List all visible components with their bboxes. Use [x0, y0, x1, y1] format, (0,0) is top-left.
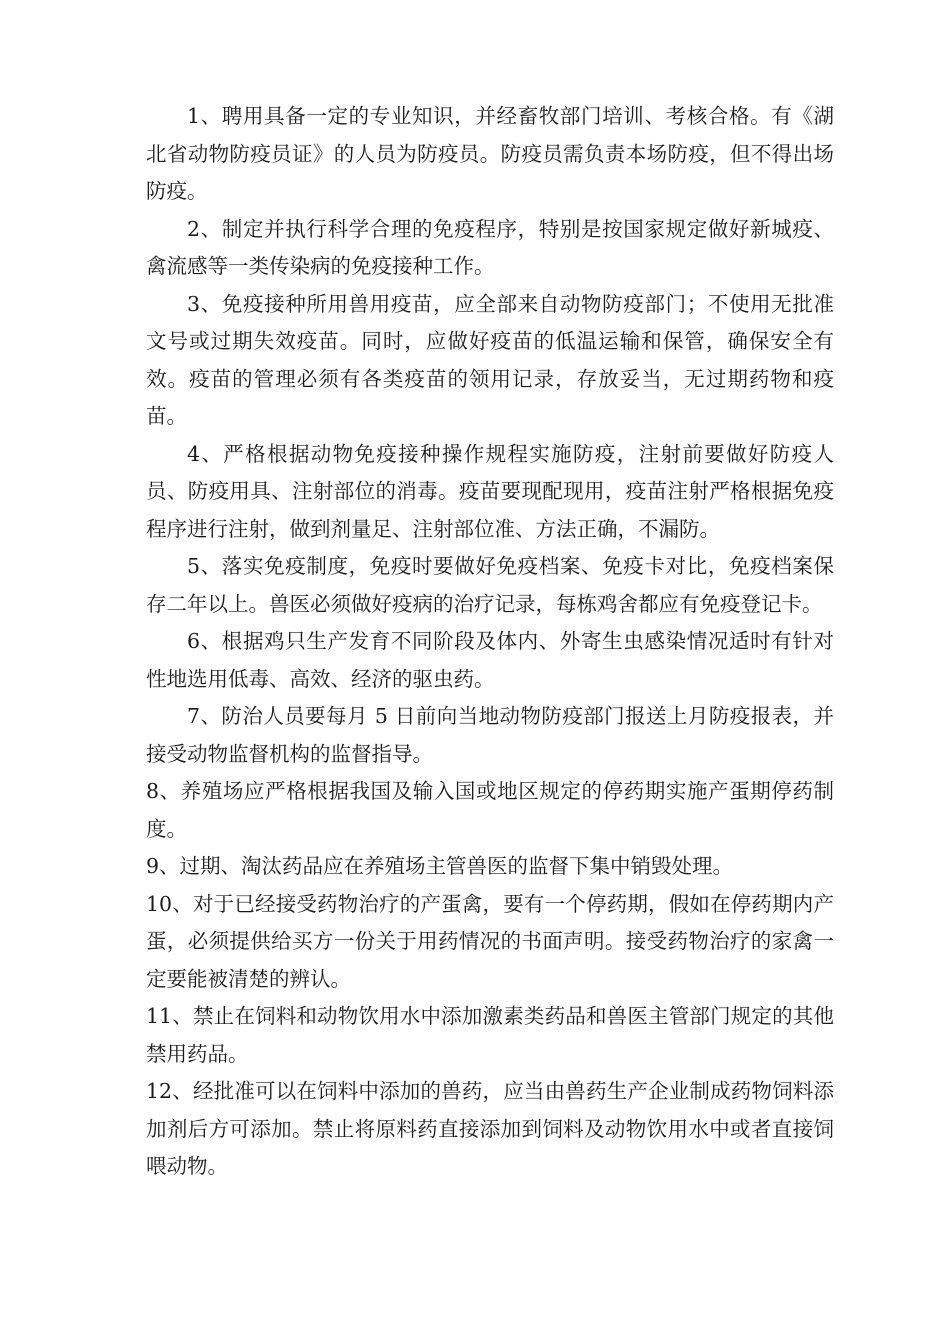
paragraph-8: 8、养殖场应严格根据我国及输入国或地区规定的停药期实施产蛋期停药制度。 [146, 779, 834, 841]
paragraph-5: 5、落实免疫制度，免疫时要做好免疫档案、免疫卡对比，免疫档案保存二年以上。兽医必须做好疫病的治疗记录，每栋鸡舍都应有免疫登记卡。 [146, 554, 834, 616]
paragraph-12: 12、经批准可以在饲料中添加的兽药，应当由兽药生产企业制成药物饲料添加剂后方可添加。禁止将原料药直接添加到饲料及动物饮用水中或者直接饲喂动物。 [146, 1079, 834, 1178]
paragraph-6: 6、根据鸡只生产发育不同阶段及体内、外寄生虫感染情况适时有针对性地选用低毒、高效、经济的驱虫药。 [146, 629, 834, 691]
paragraph-9: 9、过期、淘汰药品应在养殖场主管兽医的监督下集中销毁处理。 [146, 854, 734, 878]
paragraph-2: 2、制定并执行科学合理的免疫程序，特别是按国家规定做好新城疫、禽流感等一类传染病的免疫接种工作。 [146, 216, 834, 278]
paragraph-3: 3、免疫接种所用兽用疫苗，应全部来自动物防疫部门；不使用无批准文号或过期失效疫苗。同时，应做好疫苗的低温运输和保管，确保安全有效。疫苗的管理必须有各类疫苗的领用记录，存放妥当，无过期药物和疫苗。 [146, 291, 834, 428]
paragraph-1: 1、聘用具备一定的专业知识，并经畜牧部门培训、考核合格。有《湖北省动物防疫员证》的人员为防疫员。防疫员需负责本场防疫，但不得出场防疫。 [146, 104, 834, 203]
paragraph-7: 7、防治人员要每月 5 日前向当地动物防疫部门报送上月防疫报表，并接受动物监督机构的监督指导。 [146, 704, 834, 766]
paragraph-4: 4、严格根据动物免疫接种操作规程实施防疫，注射前要做好防疫人员、防疫用具、注射部位的消毒。疫苗要现配现用，疫苗注射严格根据免疫程序进行注射，做到剂量足、注射部位准、方法正确，不漏防。 [146, 441, 834, 541]
paragraph-11: 11、禁止在饲料和动物饮用水中添加激素类药品和兽医主管部门规定的其他禁用药品。 [146, 1004, 834, 1066]
document-body [146, 98, 834, 1186]
paragraph-10: 10、对于已经接受药物治疗的产蛋禽，要有一个停药期，假如在停药期内产蛋，必须提供给买方一份关于用药情况的书面声明。接受药物治疗的家禽一定要能被清楚的辨认。 [146, 891, 834, 991]
